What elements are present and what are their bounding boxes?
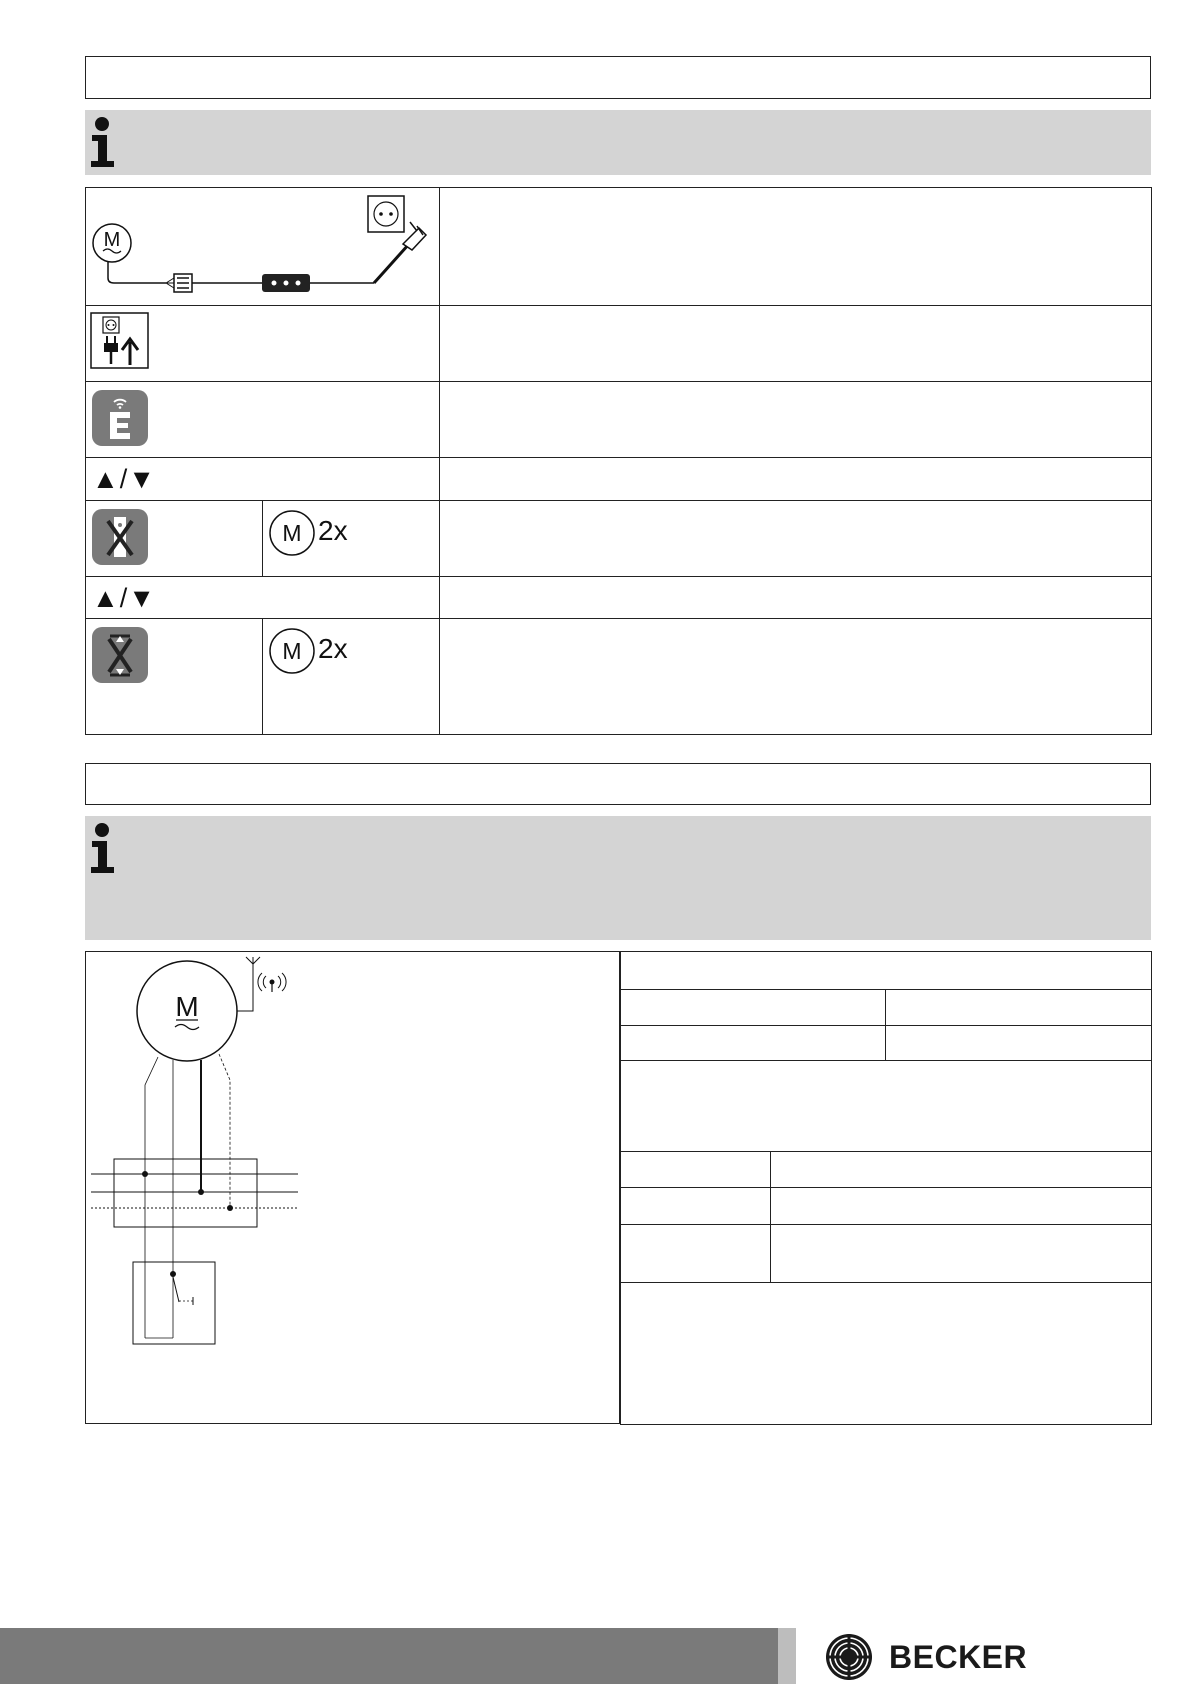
footer-bar [0,1628,778,1684]
motor-double-click-cell-2 [263,619,440,735]
end-set-text [440,619,1152,735]
spec-footnote-row [621,1283,1152,1425]
up-down-arrows: ▲/▼ [92,464,156,494]
wire-description [771,1225,1152,1283]
info-icon [89,822,117,874]
info-note-1 [85,110,1151,175]
spec-value [886,990,1152,1026]
footer-divider [778,1628,796,1684]
arrows-text-2 [440,577,1152,619]
double-press-label: 2x [318,515,348,546]
svg-text:M: M [282,520,302,546]
wire-description [771,1152,1152,1188]
power-cell [86,306,440,382]
learn-text [440,382,1152,458]
wiring-diagram-panel [85,951,620,1424]
becker-logo-icon [820,1632,878,1682]
end-position-set-icon [92,627,148,683]
end-position-delete-icon [92,509,148,565]
info-icon [89,116,117,168]
motor-cable-text [440,188,1152,306]
wire-label [621,1225,771,1283]
brand-name: BECKER [889,1639,1028,1675]
svg-text:M: M [282,638,302,664]
technical-data-table [620,951,1152,1425]
arrows-cell-2 [86,577,440,619]
power-text [440,306,1152,382]
spec-cell [621,1026,886,1061]
learn-cell [86,382,440,458]
wire-label [621,1152,771,1188]
end-delete-cell [86,501,263,577]
section-1-heading-box [85,56,1151,99]
motor-cable-plug-icon [86,188,438,304]
double-press-label: 2x [318,633,348,664]
spec-value [886,1026,1152,1061]
spec-header-row [621,952,1152,990]
info-note-2 [85,816,1151,940]
arrows-cell-1 [86,458,440,501]
up-down-arrows: ▲/▼ [92,583,156,613]
spec-note-row [621,1061,1152,1152]
arrows-text-1 [440,458,1152,501]
power-plug-icon [90,312,150,372]
svg-text:M: M [175,991,199,1022]
wire-description [771,1188,1152,1225]
wire-label [621,1188,771,1225]
setup-steps-table [85,187,1152,735]
end-delete-text [440,501,1152,577]
section-2-heading-box [85,763,1151,805]
motor-double-click-cell-1 [263,501,440,577]
learn-mode-icon [92,390,148,446]
svg-text:M: M [103,229,121,251]
end-set-cell [86,619,263,735]
spec-cell [621,990,886,1026]
wiring-diagram [86,952,619,1423]
motor-cable-cell [86,188,440,306]
